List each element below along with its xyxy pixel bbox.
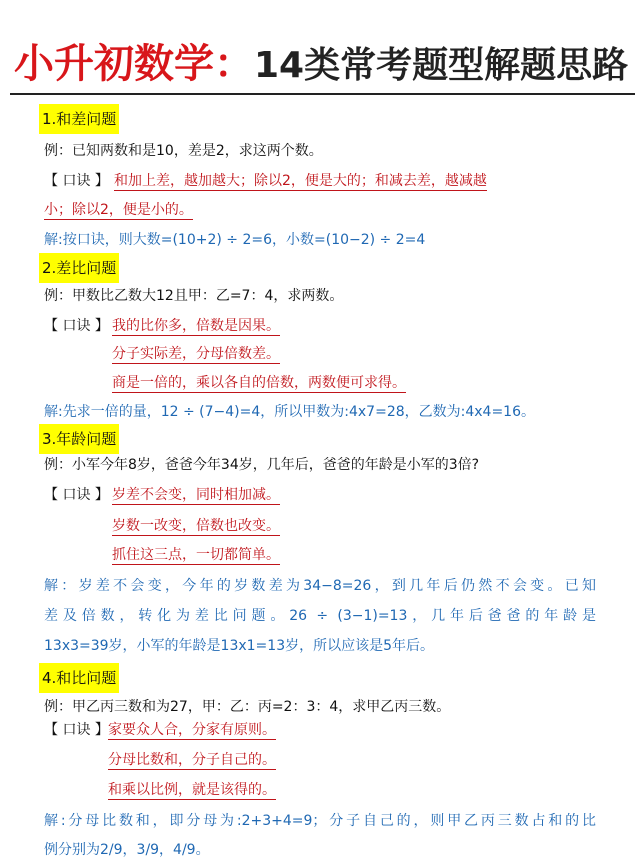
section-1-heading: 1.和差问题 bbox=[39, 104, 119, 134]
section-2-key-line-2: 分子实际差，分母倍数差。 bbox=[112, 346, 280, 362]
section-3-solution-line-2: 差及倍数，转化为差比问题。26 ÷ (3−1)=13，几年后爸爸的年龄是 bbox=[44, 608, 596, 624]
title-black-part: 14类常考题型解题思路 bbox=[254, 45, 629, 86]
section-4-solution-line-1: 解:分母比数和，即分母为:2+3+4=9；分子自己的，则甲乙丙三数占和的比 bbox=[44, 813, 596, 829]
section-1-key-label: 【 口诀 】 bbox=[44, 173, 109, 189]
section-2-key-line-1: 我的比你多，倍数是因果。 bbox=[112, 318, 280, 334]
section-4-heading: 4.和比问题 bbox=[39, 663, 119, 693]
section-4-key-line-3: 和乘以比例，就是该得的。 bbox=[108, 782, 276, 798]
section-4-solution-line-2: 例分别为2/9，3/9，4/9。 bbox=[44, 842, 210, 858]
section-3-key-line-3: 抓住这三点，一切都简单。 bbox=[112, 547, 280, 563]
section-1-key-line-2: 小；除以2，便是小的。 bbox=[44, 202, 193, 218]
section-3-solution-line-3: 13x3=39岁，小军的年龄是13x1=13岁，所以应该是5年后。 bbox=[44, 638, 435, 654]
section-4-key-label: 【 口诀 】 bbox=[44, 722, 109, 738]
section-4-example: 例：甲乙丙三数和为27，甲：乙：丙=2：3：4，求甲乙丙三数。 bbox=[44, 699, 451, 715]
section-3-key-label: 【 口诀 】 bbox=[44, 487, 109, 503]
section-3-heading: 3.年龄问题 bbox=[39, 424, 119, 454]
section-2-key-label: 【 口诀 】 bbox=[44, 318, 109, 334]
title-colon: ： bbox=[214, 41, 254, 87]
section-2-heading: 2.差比问题 bbox=[39, 253, 119, 283]
section-3-key-line-2: 岁数一改变，倍数也改变。 bbox=[112, 518, 280, 534]
section-3-key-line-1: 岁差不会变，同时相加减。 bbox=[112, 487, 280, 503]
page-header bbox=[0, 0, 640, 100]
section-2-solution: 解:先求一倍的量，12 ÷ (7−4)=4，所以甲数为:4x7=28，乙数为:4x4=16。 bbox=[44, 404, 535, 420]
page-title bbox=[14, 41, 629, 87]
section-3-solution-line-1: 解：岁差不会变，今年的岁数差为34−8=26，到几年后仍然不会变。已知 bbox=[44, 578, 596, 594]
section-2-key-line-3: 商是一倍的，乘以各自的倍数，两数便可求得。 bbox=[112, 375, 406, 391]
section-4-key-line-2: 分母比数和，分子自己的。 bbox=[108, 752, 276, 768]
title-divider bbox=[10, 93, 635, 95]
section-4-key-line-1: 家要众人合，分家有原则。 bbox=[108, 722, 276, 738]
title-red-part: 小升初数学 bbox=[14, 41, 214, 87]
section-2-example: 例：甲数比乙数大12且甲：乙=7：4，求两数。 bbox=[44, 288, 344, 304]
section-1-solution: 解:按口诀，则大数=(10+2) ÷ 2=6，小数=(10−2) ÷ 2=4 bbox=[44, 232, 426, 248]
section-1-example: 例：已知两数和是10，差是2，求这两个数。 bbox=[44, 143, 323, 159]
section-3-example: 例：小军今年8岁，爸爸今年34岁，几年后，爸爸的年龄是小军的3倍? bbox=[44, 457, 480, 473]
section-1-key-line-1: 和加上差，越加越大；除以2，便是大的；和减去差，越减越 bbox=[114, 173, 487, 189]
